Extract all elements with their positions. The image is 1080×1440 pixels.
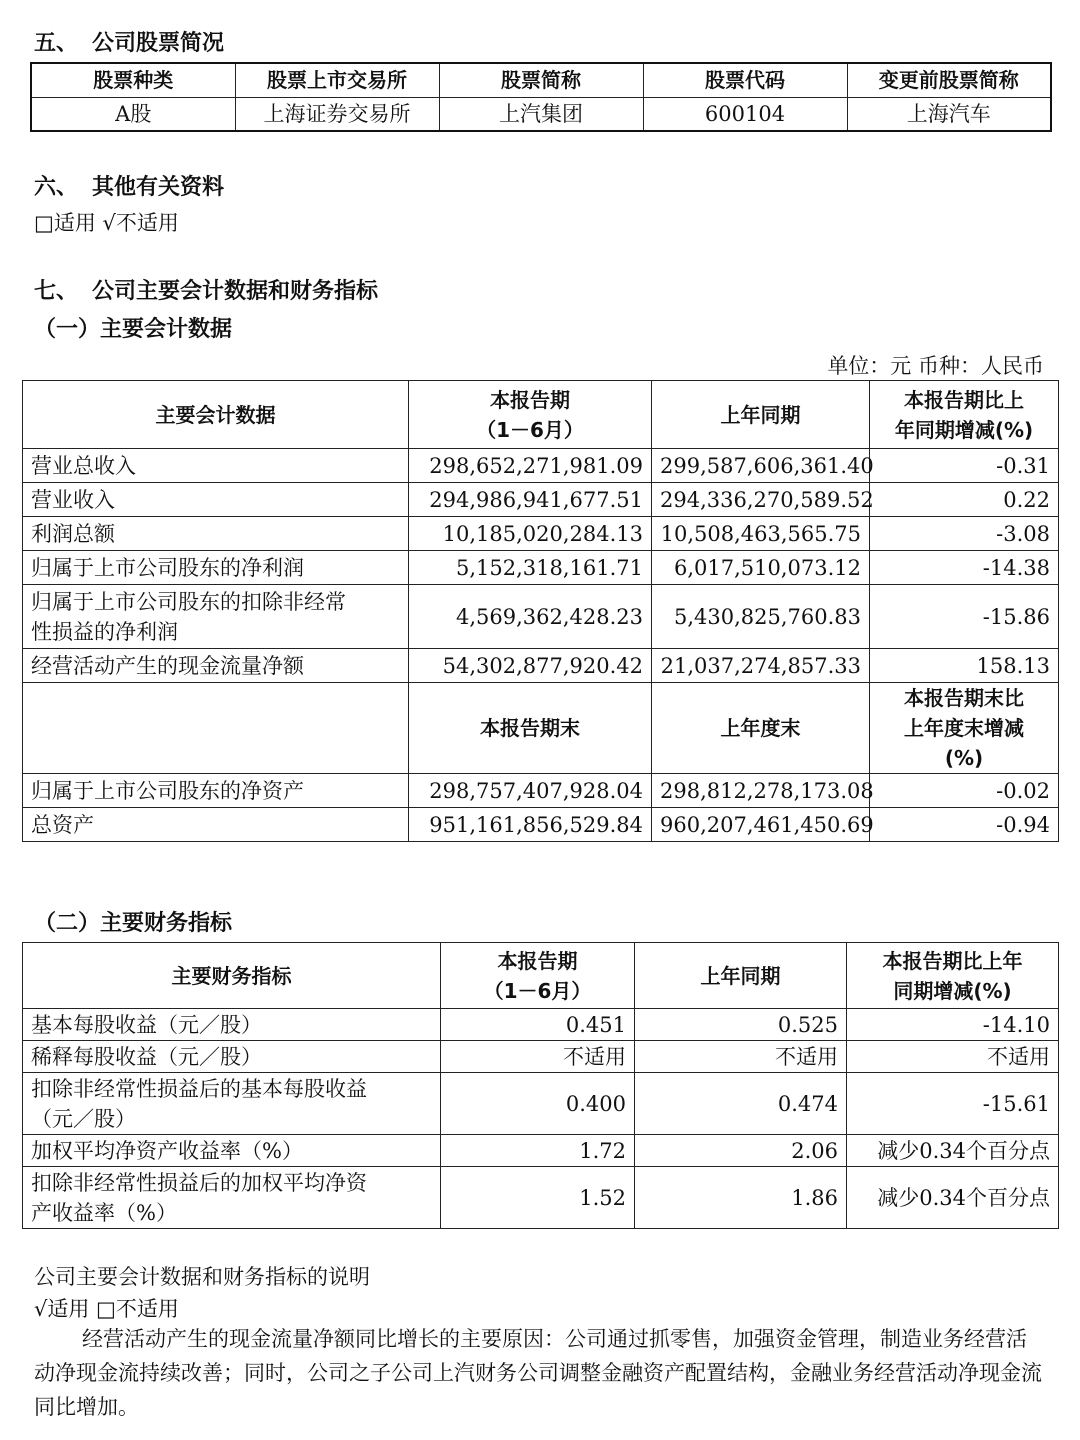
change-percent: -0.94 bbox=[870, 808, 1059, 842]
table-row bbox=[23, 551, 1059, 585]
table-row bbox=[23, 1073, 1059, 1135]
current-period-value: 不适用 bbox=[441, 1041, 635, 1073]
subsection-1-heading: （一）主要会计数据 bbox=[34, 317, 233, 342]
change-percent: -15.86 bbox=[870, 585, 1059, 649]
change-percent: -15.61 bbox=[847, 1073, 1059, 1135]
current-period-value: 0.400 bbox=[441, 1073, 635, 1135]
applicability-choice: □适用 √不适用 bbox=[34, 211, 179, 235]
prior-period-value: 不适用 bbox=[635, 1041, 847, 1073]
table-row bbox=[23, 649, 1059, 683]
header-cell: 股票代码 bbox=[643, 63, 847, 97]
header-cell bbox=[847, 943, 1059, 1009]
table-row bbox=[23, 1041, 1059, 1073]
current-period-value: 1.72 bbox=[441, 1135, 635, 1167]
header-line: (%) bbox=[944, 746, 984, 770]
row-label-line: 归属于上市公司股东的扣除非经常 bbox=[31, 589, 346, 614]
change-percent: -14.38 bbox=[870, 551, 1059, 585]
row-label: 加权平均净资产收益率（%） bbox=[23, 1135, 441, 1167]
section-number: 六、 bbox=[34, 175, 79, 200]
prior-period-value: 2.06 bbox=[635, 1135, 847, 1167]
section-title: 公司股票简况 bbox=[92, 31, 225, 56]
header-line: 本报告期比上 bbox=[904, 387, 1024, 412]
header-line: 年同期增减(%) bbox=[894, 417, 1034, 442]
header-cell bbox=[441, 943, 635, 1009]
row-label: 营业总收入 bbox=[23, 449, 409, 483]
row-label: 稀释每股收益（元／股） bbox=[23, 1041, 441, 1073]
current-period-value: 0.451 bbox=[441, 1009, 635, 1041]
notes-applicability-choice: √适用 □不适用 bbox=[34, 1297, 179, 1321]
header-line: （1－6月） bbox=[476, 417, 584, 442]
row-label: 归属于上市公司股东的净利润 bbox=[23, 551, 409, 585]
change-percent: 不适用 bbox=[847, 1041, 1059, 1073]
prior-period-value: 5,430,825,760.83 bbox=[652, 585, 870, 649]
current-period-value: 54,302,877,920.42 bbox=[409, 649, 652, 683]
change-percent: 减少0.34个百分点 bbox=[847, 1135, 1059, 1167]
notes-title: 公司主要会计数据和财务指标的说明 bbox=[34, 1265, 370, 1289]
row-label: 经营活动产生的现金流量净额 bbox=[23, 649, 409, 683]
table-row bbox=[23, 585, 1059, 649]
row-label-line: 扣除非经常性损益后的基本每股收益 bbox=[31, 1076, 367, 1101]
header-line: （1－6月） bbox=[483, 978, 592, 1003]
header-cell: 股票简称 bbox=[439, 63, 643, 97]
header-line: 本报告期比上年 bbox=[882, 948, 1023, 973]
prior-period-value: 1.86 bbox=[635, 1167, 847, 1229]
table-row bbox=[23, 808, 1059, 842]
section-number: 七、 bbox=[34, 279, 79, 304]
prior-year-end-value: 960,207,461,450.69 bbox=[652, 808, 870, 842]
current-period-value: 4,569,362,428.23 bbox=[409, 585, 652, 649]
prior-period-value: 0.525 bbox=[635, 1009, 847, 1041]
row-label: 归属于上市公司股东的净资产 bbox=[23, 774, 409, 808]
prior-period-value: 0.474 bbox=[635, 1073, 847, 1135]
table-header-row bbox=[23, 683, 1059, 774]
header-cell bbox=[870, 683, 1059, 774]
header-cell: 主要财务指标 bbox=[23, 943, 441, 1009]
current-period-value: 294,986,941,677.51 bbox=[409, 483, 652, 517]
row-label bbox=[23, 1073, 441, 1135]
table-row bbox=[23, 1009, 1059, 1041]
table-row bbox=[23, 1135, 1059, 1167]
change-percent: 158.13 bbox=[870, 649, 1059, 683]
period-end-value: 298,757,407,928.04 bbox=[409, 774, 652, 808]
header-cell bbox=[23, 683, 409, 774]
table-row bbox=[31, 97, 1051, 131]
table-header-row bbox=[31, 63, 1051, 97]
current-period-value: 5,152,318,161.71 bbox=[409, 551, 652, 585]
row-label-line: 扣除非经常性损益后的加权平均净资 bbox=[31, 1170, 367, 1195]
header-line: 本报告期末比 bbox=[904, 686, 1024, 710]
row-label-line: （元／股） bbox=[31, 1106, 136, 1131]
table-cell: 600104 bbox=[643, 97, 847, 131]
header-cell: 上年度末 bbox=[652, 683, 870, 774]
prior-period-value: 10,508,463,565.75 bbox=[652, 517, 870, 551]
table-row bbox=[23, 483, 1059, 517]
notes-paragraph: 经营活动产生的现金流量净额同比增长的主要原因：公司通过抓零售，加强资金管理，制造业务经营活动净现金流持续改善；同时，公司之子公司上汽财务公司调整金融资产配置结构，金融业务经营活动净现金流同比增加。 bbox=[34, 1327, 1042, 1419]
current-period-value: 1.52 bbox=[441, 1167, 635, 1229]
header-cell: 股票种类 bbox=[31, 63, 235, 97]
change-percent: 减少0.34个百分点 bbox=[847, 1167, 1059, 1229]
current-period-value: 298,652,271,981.09 bbox=[409, 449, 652, 483]
section-title: 其他有关资料 bbox=[92, 175, 225, 200]
table-header-row bbox=[23, 943, 1059, 1009]
row-label bbox=[23, 1167, 441, 1229]
header-cell: 上年同期 bbox=[635, 943, 847, 1009]
subsection-2-heading: （二）主要财务指标 bbox=[34, 911, 233, 936]
section-7-heading bbox=[34, 274, 378, 305]
change-percent: 0.22 bbox=[870, 483, 1059, 517]
table-row bbox=[23, 1167, 1059, 1229]
table-cell: A股 bbox=[31, 97, 235, 131]
header-cell: 主要会计数据 bbox=[23, 381, 409, 449]
header-line: 本报告期 bbox=[497, 948, 578, 973]
row-label-line: 性损益的净利润 bbox=[31, 619, 178, 644]
financial-indicators-table bbox=[22, 942, 1059, 1229]
table-row bbox=[23, 517, 1059, 551]
table-header-row bbox=[23, 381, 1059, 449]
change-percent: -0.31 bbox=[870, 449, 1059, 483]
header-cell bbox=[870, 381, 1059, 449]
header-line: 上年度末增减 bbox=[904, 716, 1024, 740]
table-cell: 上海证券交易所 bbox=[235, 97, 439, 131]
change-percent: -3.08 bbox=[870, 517, 1059, 551]
section-number: 五、 bbox=[34, 31, 79, 56]
table-row bbox=[23, 774, 1059, 808]
accounting-data-table bbox=[22, 380, 1059, 842]
header-line: 同期增减(%) bbox=[893, 978, 1012, 1003]
header-cell bbox=[409, 381, 652, 449]
row-label: 总资产 bbox=[23, 808, 409, 842]
prior-period-value: 21,037,274,857.33 bbox=[652, 649, 870, 683]
period-end-value: 951,161,856,529.84 bbox=[409, 808, 652, 842]
stock-info-table bbox=[30, 62, 1052, 132]
unit-note: 单位：元 币种：人民币 bbox=[827, 354, 1044, 378]
header-cell: 上年同期 bbox=[652, 381, 870, 449]
row-label bbox=[23, 585, 409, 649]
section-title: 公司主要会计数据和财务指标 bbox=[92, 279, 379, 304]
prior-period-value: 294,336,270,589.52 bbox=[652, 483, 870, 517]
change-percent: -0.02 bbox=[870, 774, 1059, 808]
header-cell: 变更前股票简称 bbox=[847, 63, 1051, 97]
row-label: 利润总额 bbox=[23, 517, 409, 551]
prior-period-value: 299,587,606,361.40 bbox=[652, 449, 870, 483]
section-6-heading bbox=[34, 170, 224, 201]
current-period-value: 10,185,020,284.13 bbox=[409, 517, 652, 551]
section-5-heading bbox=[34, 26, 224, 57]
prior-year-end-value: 298,812,278,173.08 bbox=[652, 774, 870, 808]
change-percent: -14.10 bbox=[847, 1009, 1059, 1041]
row-label: 营业收入 bbox=[23, 483, 409, 517]
row-label-line: 产收益率（%） bbox=[31, 1200, 177, 1225]
table-cell: 上海汽车 bbox=[847, 97, 1051, 131]
prior-period-value: 6,017,510,073.12 bbox=[652, 551, 870, 585]
table-cell: 上汽集团 bbox=[439, 97, 643, 131]
header-cell: 本报告期末 bbox=[409, 683, 652, 774]
header-cell: 股票上市交易所 bbox=[235, 63, 439, 97]
table-row bbox=[23, 449, 1059, 483]
row-label: 基本每股收益（元／股） bbox=[23, 1009, 441, 1041]
header-line: 本报告期 bbox=[490, 387, 570, 412]
